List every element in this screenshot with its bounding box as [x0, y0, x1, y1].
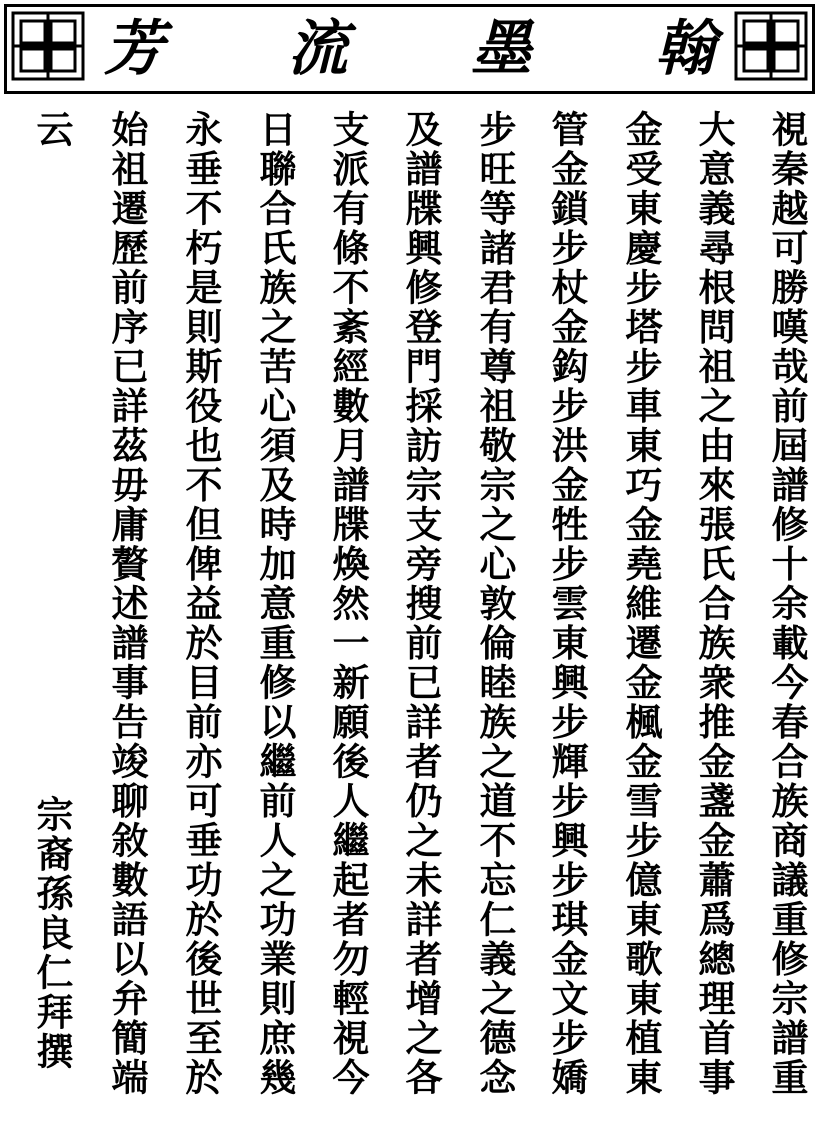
- banner-title: [104, 4, 715, 94]
- text-column-9: 永垂不朽是則斯役也不但俾益於目前亦可垂功於後世至於: [179, 110, 222, 1098]
- text-column-6: 及譜牒興修登門採訪宗支旁搜前已詳者仍之未詳者增之各: [399, 110, 442, 1098]
- banner-title-char: 翰: [654, 14, 715, 84]
- banner-title-char: 流: [287, 14, 348, 84]
- author-signature: 宗裔孫良仁拜撰: [30, 795, 73, 1072]
- banner-title-char: 芳: [104, 14, 164, 84]
- text-column-4: 管金鎖步杖金鈎步洪金牲步雲東興步輝步興步琪金文步嬌: [545, 110, 588, 1098]
- text-column-5: 步旺等諸君有尊祖敬宗之心敦倫睦族之道不忘仁義之德念: [473, 110, 516, 1098]
- text-column-2: 大意義尋根問祖之由來張氏合族衆推金盞金蕭爲總理首事: [692, 110, 735, 1098]
- text-column-1: 視秦越可勝嘆哉前屆譜修十余載今春合族商議重修宗譜重: [765, 110, 808, 1098]
- fret-corner-ornament-right: [730, 7, 812, 85]
- text-column-11: 云: [30, 110, 73, 150]
- fret-corner-ornament-left: [7, 7, 89, 85]
- text-column-3: 金受東慶步塔步車東巧金堯維遷金楓金雪步億東歌東植東: [619, 110, 662, 1098]
- banner-title-char: 墨: [471, 14, 532, 84]
- text-column-8: 日聯合氏族之苦心須及時加意重修以繼前人之功業則庶幾: [253, 110, 296, 1098]
- title-banner: [4, 4, 815, 92]
- text-column-7: 支派有條不紊經數月譜牒煥然一新願後人繼起者勿輕視今: [326, 110, 369, 1098]
- text-column-10: 始祖遷歷前序已詳茲毋庸贅述譜事告竣聊敘數語以弁簡端: [105, 110, 148, 1098]
